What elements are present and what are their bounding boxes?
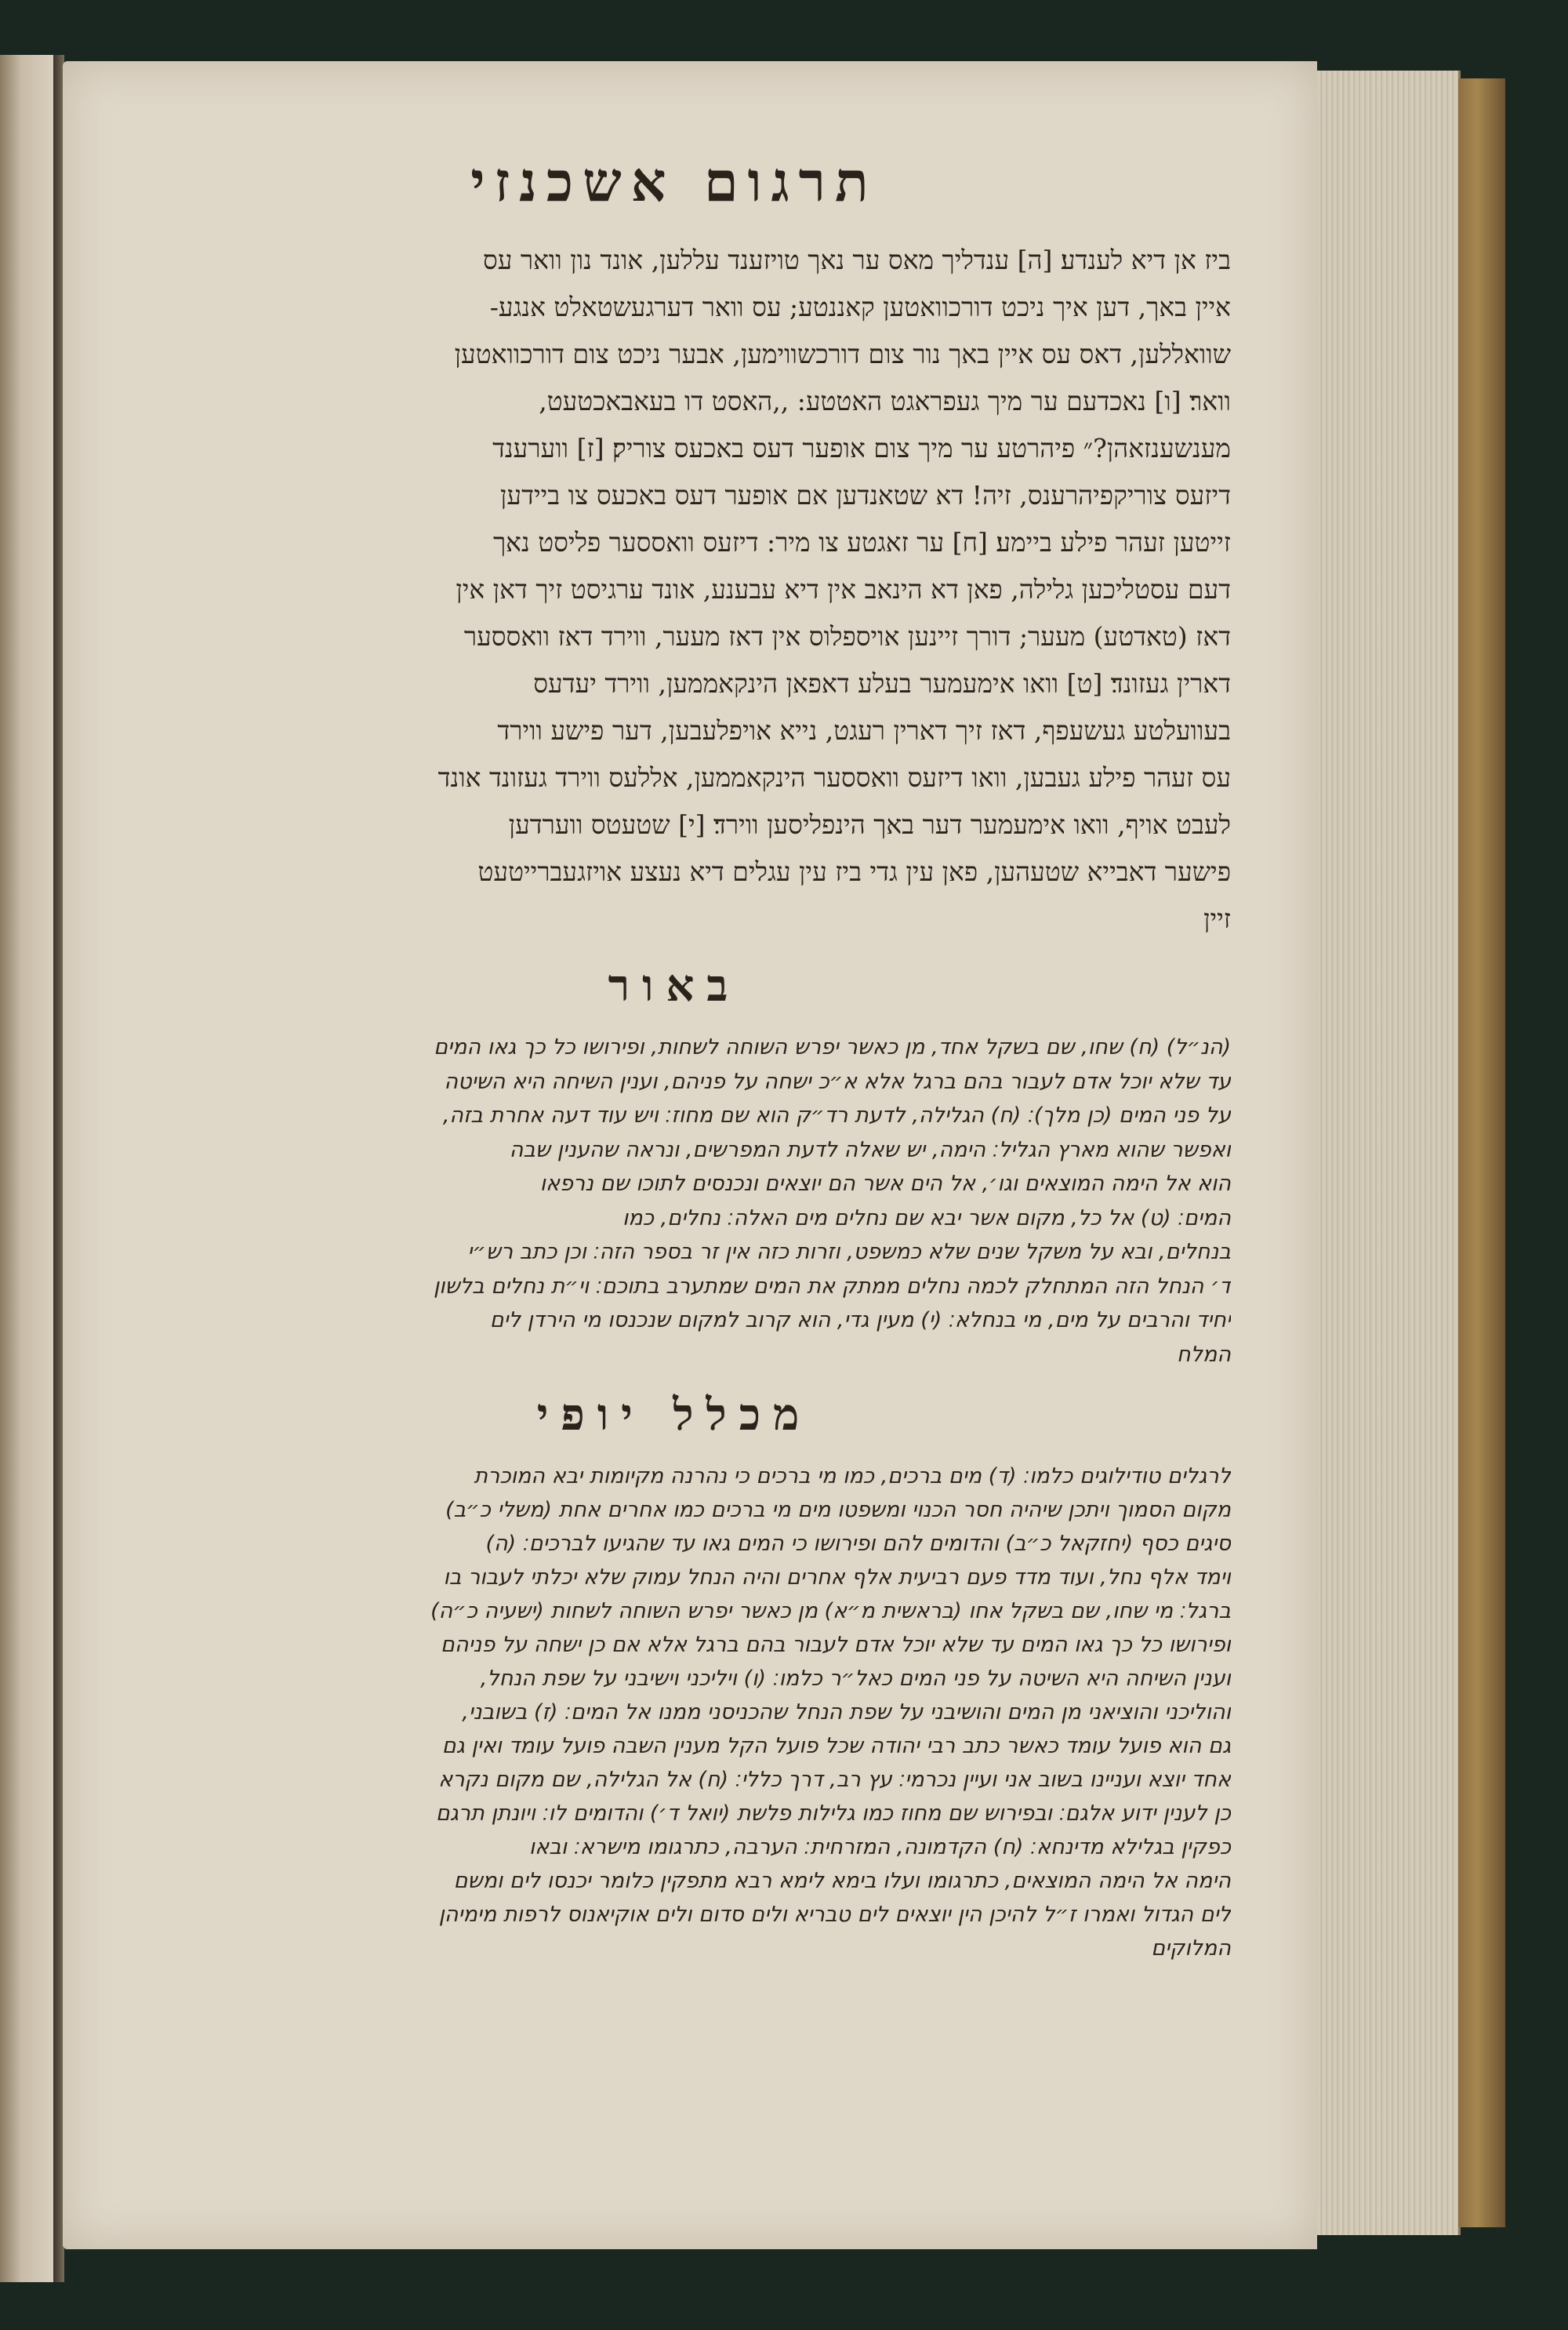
commentary-line: לים הגדול ואמרו ז״ל להיכן הין יוצאים לים טבריא ולים סדום ולים אוקיאנוס לרפות מימיהן — [438, 1903, 1231, 1927]
text-line: זיין — [1203, 903, 1231, 934]
text-line: מענשענזאהן?״ פיהרטע ער מיך צום אופער דעס באכעס צוריק׃ [ז] ווערענד — [492, 433, 1231, 463]
biur-commentary-text — [118, 1031, 1231, 1372]
text-line: פישער דאבייא שטעהען, פאן עין גדי ביז עין עגלים דיא נעצע אויזגעברייטעט — [477, 856, 1231, 887]
page-title: תרגום אשכנזי — [470, 149, 878, 214]
commentary-line: יחיד והרבים על מים, מי בנחלא׃ (י) מעין גדי, הוא קרוב למקום שנכנסו מי הירדן לים — [489, 1308, 1231, 1332]
page-block-edge — [1317, 71, 1461, 2235]
text-line: איין באך, דען איך ניכט דורכוואטען קאננטע; עס וואר דערגעשטאלט אנגע- — [489, 292, 1231, 322]
commentary-line: על פני המים (כן מלך)׃ (ח) הגלילה, לדעת רד״ק הוא שם מחוז׃ ויש עוד דעה אחרת בזה, — [442, 1103, 1231, 1128]
text-line: לעבט אויף, וואו אימעמער דער באך הינפליסען ווירד׃ [י] שטעטס ווערדען — [508, 809, 1231, 840]
commentary-line: סיגים כסף (יחזקאל כ״ב) והדומים להם ופירושו כי המים גאו עד שהגיעו לברכים׃ (ה) — [485, 1532, 1231, 1556]
text-line: ביז אן דיא לענדע׃ [ה] ענדליך מאס ער נאך טויזענד עללען, אונד נון וואר עס — [482, 245, 1231, 275]
text-line: זייטען זעהר פילע ביימע׃ [ח] ער זאגטע צו מיר: דיזעס וואססער פליסט נאך — [492, 527, 1231, 558]
commentary-line: כן לענין ידוע אלגם׃ ובפירוש שם מחוז כמו גלילות פלשת (יואל ד׳) והדומים לו׃ ויונתן תרגם — [435, 1801, 1231, 1826]
text-line: דאז (טאדטע) מעער; דורך זיינען אויספלוס אין דאז מעער, ווירד דאז וואססער — [463, 621, 1231, 652]
text-line: בעוועלטע געשעפף, דאז זיך דארין רעגט, נייא אויפלעבען, דער פישע ווירד — [497, 715, 1231, 746]
page-content — [118, 149, 1231, 1965]
commentary-line: לרגלים טודילוגים כלמו׃ (ד) מים ברכים, כמו מי ברכים כי נהרנה מקיומות יבא המוכרת — [474, 1464, 1231, 1489]
commentary-line: (הנ״ל) (ח) שחו, שם בשקל אחד, מן כאשר יפרש השוחה לשחות, ופירושו כל כך גאו המים — [434, 1035, 1231, 1060]
yiddish-translation-text — [118, 237, 1231, 943]
text-line: דארין געזונד׃ [ט] וואו אימעמער בעלע דאפאן הינקאממען, ווירד יעדעס — [533, 668, 1231, 699]
commentary-line: בנחלים, ובא על משקל שנים שלא כמשפט, וזרות כזה אין זר בספר הזה׃ וכן כתב רש״י — [467, 1240, 1231, 1264]
text-line: דעם עסטליכען גלילה, פאן דא הינאב אין דיא עבענע, אונד ערגיסט זיך דאן אין — [456, 574, 1231, 605]
commentary-line: ואפשר שהוא מארץ הגליל׃ הימה, יש שאלה לדעת המפרשים, ונראה שהענין שבה — [509, 1137, 1231, 1162]
commentary-line: וענין השיחה היא השיטה על פני המים כאל״ר כלמו׃ (ו) ויליכני וישיבני על שפת הנחל, — [480, 1667, 1231, 1691]
text-line: שוואללען, דאס עס איין באך נור צום דורכשווימען, אבער ניכט צום דורכוואטען — [454, 339, 1231, 369]
commentary-line: המלח — [1177, 1342, 1231, 1367]
section-title-mikhlal-yofi: מכלל יופי — [536, 1389, 812, 1441]
text-line: עס זעהר פילע געבען, וואו דיזעס וואססער הינקאממען, אללעס ווירד געזונד אונד — [437, 762, 1231, 793]
text-line: וואר׃ [ו] נאכדעם ער מיך געפראגט האטטע: ,,האסט דו בעאבאכטעט, — [539, 386, 1231, 416]
commentary-line: ד׳ הנחל הזה המתחלק לכמה נחלים ממתק את המים שמתערב בתוכם׃ וי״ת נחלים בלשון — [433, 1274, 1231, 1299]
commentary-line: ברגל׃ מי שחו, שם בשקל אחו (בראשית מ״א) מן כאשר יפרש השוחה לשחות (ישעיה כ״ה) — [430, 1599, 1231, 1623]
text-line: דיזעס צוריקפיהרענס, זיה! דא שטאנדען אם אופער דעס באכעס צו ביידען — [499, 480, 1231, 511]
commentary-line: הימה אל הימה המוצאים, כתרגומו ועלו בימא לימא רבא מתפקין כלומר יכנסו לים ומשם — [453, 1869, 1231, 1893]
commentary-line: והוליכני והוציאני מן המים והושיבני על שפת הנחל שהכניסני ממנו אל המים׃ (ז) בשובני, — [462, 1700, 1231, 1725]
commentary-line: מקום הסמוך ויתכן שיהיה חסר הכנוי ומשפטו מים מי ברכים כמו אחרים אחת (משלי כ״ב) — [445, 1498, 1231, 1522]
book-cover-edge — [1458, 78, 1505, 2227]
commentary-line: כפקין בגלילא מדינחא׃ (ח) הקדמונה, המזרחית׃ הערבה, כתרגומו מישרא׃ ובאו — [528, 1835, 1231, 1859]
commentary-line: המים׃ (ט) אל כל, מקום אשר יבא שם נחלים מים האלה׃ נחלים, כמו — [622, 1205, 1231, 1230]
commentary-line: המלוקים — [1151, 1936, 1231, 1961]
commentary-line: ופירושו כל כך גאו המים עד שלא יוכל אדם לעבור בהם ברגל אלא אם כן ישחה על פניהם — [441, 1633, 1231, 1657]
commentary-line: עד שלא יוכל אדם לעבור בהם ברגל אלא א״כ ישחה על פניהם, וענין השיחה היא השיטה — [444, 1069, 1231, 1094]
section-title-biur: באור — [608, 960, 741, 1012]
commentary-line: אחד יוצא ועניינו בשוב אני ועיין נכרמי׃ עץ רב, דרך כללי׃ (ח) אל הגלילה, שם מקום נקרא — [438, 1768, 1231, 1792]
commentary-line: גם הוא פועל עומד כאשר כתב רבי יהודה שכל פועל הקל מענין השבה פועל עומד ואין גם — [441, 1734, 1231, 1758]
commentary-line: וימד אלף נחל, ועוד מדד פעם רביעית אלף אחרים והיה הנחל עמוק שלא יכלתי לעבור בו — [443, 1565, 1231, 1590]
commentary-line: הוא אל הימה המוצאים וגו׳, אל הים אשר הם יוצאים ונכנסים לתוכו שם נרפאו — [539, 1172, 1231, 1196]
mikhlal-yofi-commentary-text — [118, 1459, 1231, 1965]
left-page-edge — [0, 55, 56, 2282]
